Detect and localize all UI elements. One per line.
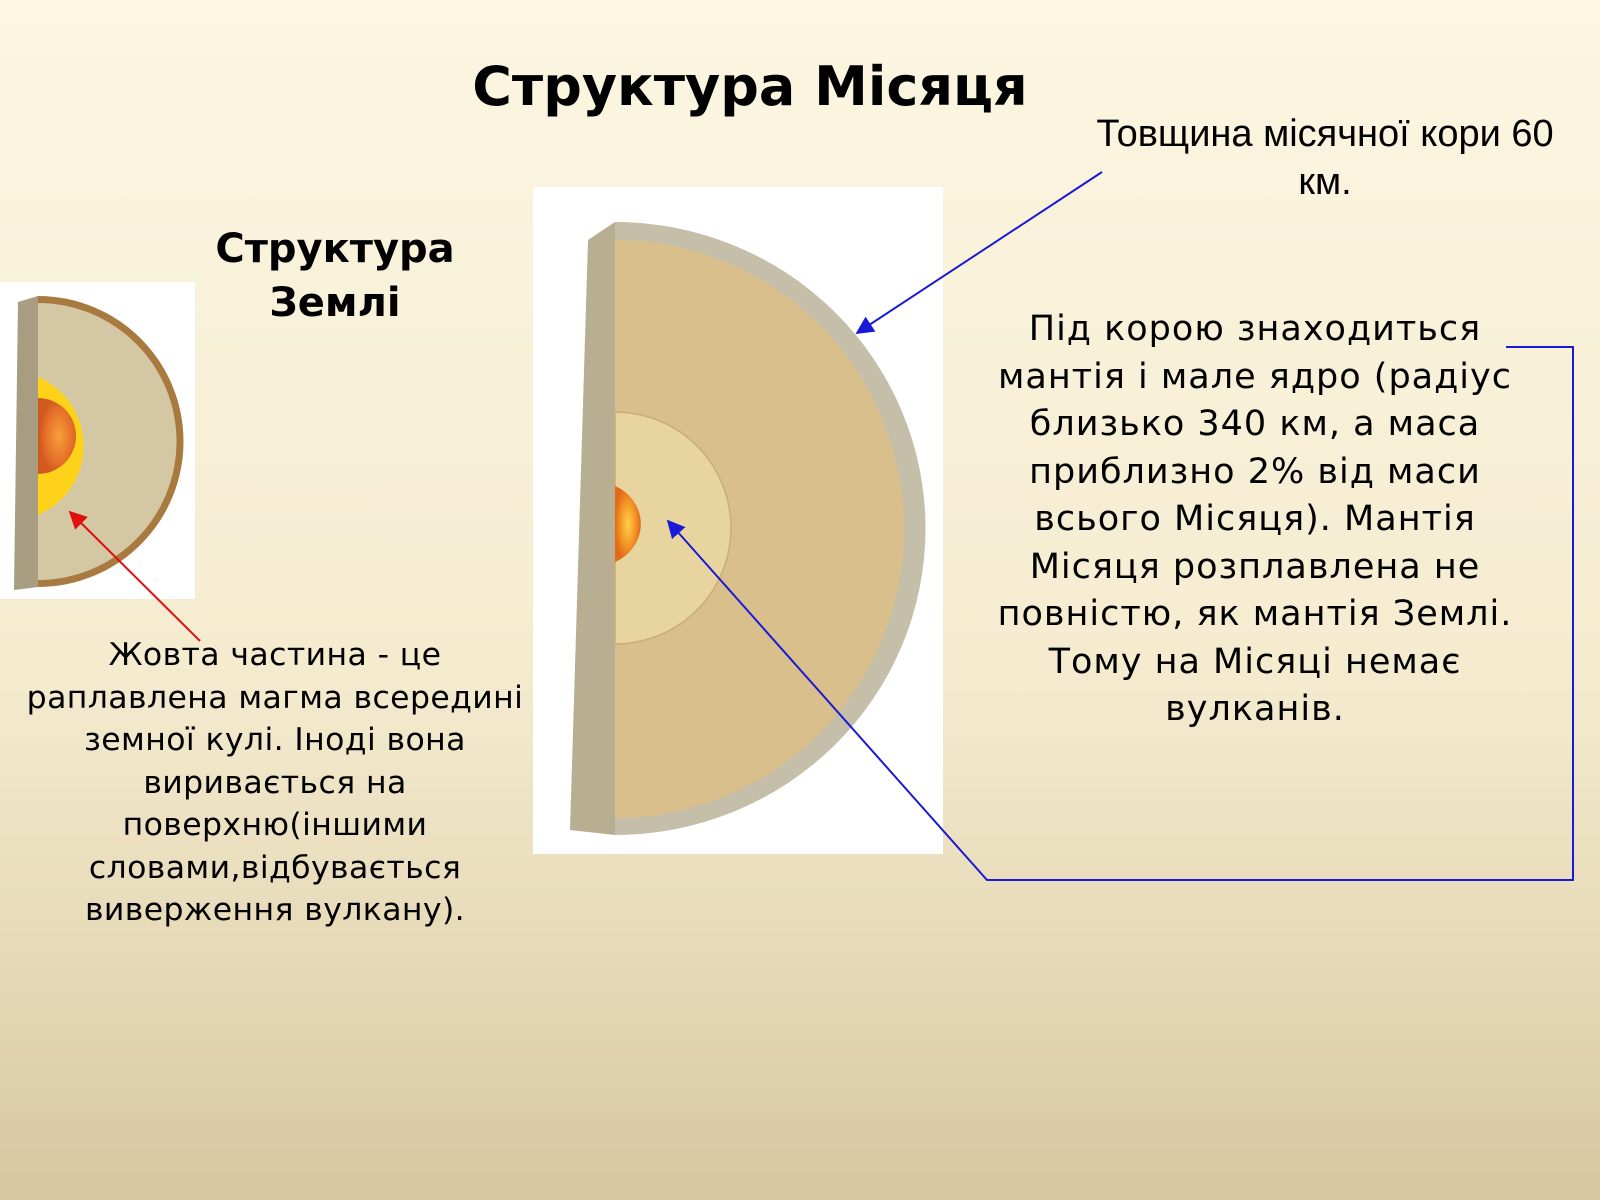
moon-structure-description: Під корою знаходиться мантія і мале ядро (радіус близько 340 км, а маса приблизно 2% від маси всього Місяця). Мантія Місяця розплавлена не повністю, як мантія Землі. Тому на Місяці немає вулканів.: [997, 309, 1513, 729]
slide-title: Структура Місяця: [472, 55, 1028, 118]
crust-thickness-label: Товщина місячної кори 60 км.: [1096, 113, 1554, 203]
moon-structure-image: [533, 187, 943, 854]
earth-structure-image: [0, 282, 195, 599]
earth-magma-description: Жовта частина - це раплавлена магма всередині земної кулі. Іноді вона виривається на поверхню(іншими словами,відбувається виверження вулкану).: [26, 637, 524, 928]
earth-structure-heading: Структура Землі: [215, 226, 455, 326]
